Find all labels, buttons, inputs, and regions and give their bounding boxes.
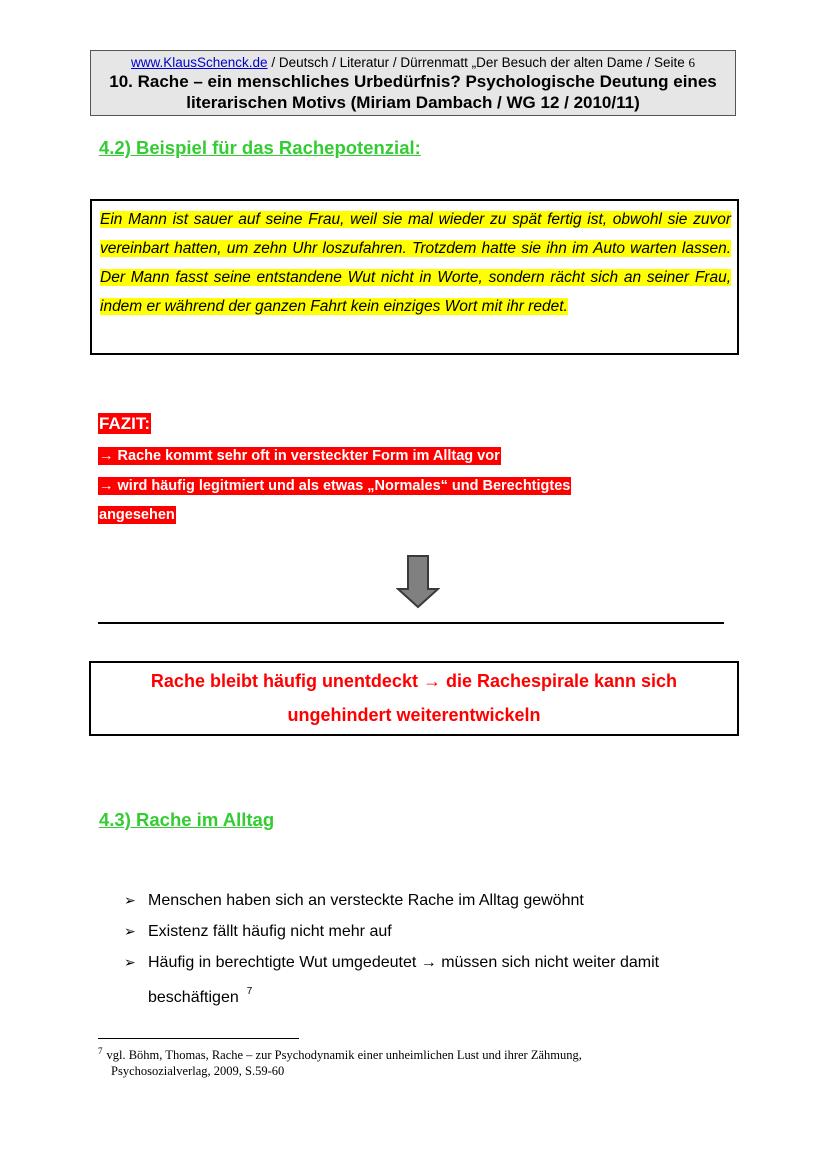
fazit-title: FAZIT:	[99, 414, 150, 433]
list-item	[124, 890, 584, 911]
header-title-line2: literarischen Motivs (Miriam Dambach / WG 12 / 2010/11)	[186, 93, 640, 112]
fazit-line-1: → Rache kommt sehr oft in versteckter Form im Alltag vor	[99, 448, 500, 464]
list-item	[124, 952, 659, 973]
bullet-arrow-icon: ➢	[124, 923, 136, 939]
fazit-line-3: angesehen	[99, 507, 175, 523]
footnote-text-line1: vgl. Böhm, Thomas, Rache – zur Psychodynamik einer unheimlichen Lust und ihrer Zähmung,	[106, 1048, 582, 1062]
header-breadcrumb-line	[91, 54, 735, 71]
conclusion-line-1: Rache bleibt häufig unentdeckt → die Rachespirale kann sich	[150, 671, 678, 691]
list-item-continuation	[148, 982, 252, 1008]
bullet-arrow-icon: ➢	[124, 892, 136, 908]
list-item-text: beschäftigen	[148, 989, 239, 1006]
example-box	[90, 199, 739, 355]
section-43-heading: 4.3) Rache im Alltag	[99, 809, 275, 830]
divider	[98, 622, 724, 624]
conclusion-box	[89, 661, 739, 736]
footnote-divider	[98, 1038, 299, 1039]
example-text: Ein Mann ist sauer auf seine Frau, weil sie mal wieder zu spät fertig ist, obwohl sie zuvor vereinbart hatten, um zehn Uhr loszufahren. Trotzdem hatte sie ihn im Auto warten lassen. Der Mann fasst seine entstandene Wut nicht in Worte, sondern rächt sich an seiner Frau, indem er während der ganzen Fahrt kein einziges Wort mit ihr redet.	[100, 211, 731, 315]
header-breadcrumb: / Deutsch / Literatur / Dürrenmatt „Der Besuch der alten Dame / Seite	[267, 55, 689, 70]
header-title-line1: 10. Rache – ein menschliches Urbedürfnis? Psychologische Deutung eines	[109, 72, 717, 91]
page-header	[90, 50, 736, 116]
list-item	[124, 921, 392, 942]
section-42-heading: 4.2) Beispiel für das Rachepotenzial:	[99, 137, 421, 158]
conclusion-line-2: ungehindert weiterentwickeln	[287, 705, 541, 725]
list-item-text: Häufig in berechtigte Wut umgedeutet → müssen sich nicht weiter damit	[148, 954, 660, 971]
footnote-text-line2: Psychosozialverlag, 2009, S.59-60	[111, 1064, 285, 1078]
fazit-line-2: → wird häufig legitmiert und als etwas „Normales“ und Berechtigtes	[99, 478, 571, 494]
footnote	[98, 1043, 582, 1079]
page-number: 6	[688, 55, 695, 70]
footnote-number: 7	[98, 1046, 103, 1056]
bullet-arrow-icon: ➢	[124, 954, 136, 970]
list-item-text: Menschen haben sich an versteckte Rache im Alltag gewöhnt	[148, 892, 584, 909]
list-item-text: Existenz fällt häufig nicht mehr auf	[148, 923, 392, 940]
site-link[interactable]: www.KlausSchenck.de	[130, 55, 268, 70]
footnote-reference[interactable]: 7	[246, 986, 253, 997]
down-arrow-icon	[396, 555, 440, 614]
